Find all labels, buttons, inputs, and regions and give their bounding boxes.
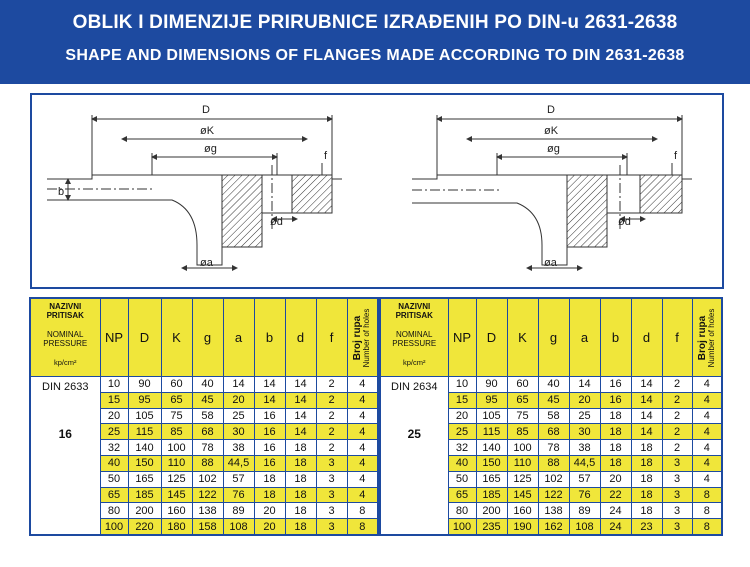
table-cell: 88	[192, 455, 223, 471]
label-a-right: øa	[544, 257, 557, 269]
table-cell: 50	[448, 471, 476, 487]
table-cell: 30	[223, 424, 254, 440]
table-cell: 14	[285, 408, 316, 424]
label-a: øa	[200, 257, 213, 269]
table-cell: 25	[569, 408, 600, 424]
table-cell: 10	[448, 377, 476, 393]
table-cell: 185	[128, 487, 161, 503]
table-cell: 108	[223, 519, 254, 535]
table-cell: 190	[507, 519, 538, 535]
table-cell: 4	[347, 440, 378, 456]
table-cell: 18	[285, 440, 316, 456]
table-cell: 25	[223, 408, 254, 424]
table-cell: 4	[347, 487, 378, 503]
table-cell: 14	[254, 377, 285, 393]
label-D-right: D	[547, 104, 555, 116]
table-cell: 158	[192, 519, 223, 535]
standard-label: DIN 2634	[391, 381, 438, 393]
table-cell: 2	[662, 408, 692, 424]
label-D: D	[202, 104, 210, 116]
table-cell: 3	[316, 487, 347, 503]
header-np: NP	[448, 298, 476, 377]
table-cell: 80	[448, 503, 476, 519]
table-cell: 60	[161, 377, 192, 393]
table-cell: 4	[347, 455, 378, 471]
table-cell: 14	[285, 392, 316, 408]
table-cell: 22	[600, 487, 631, 503]
table-cell: 38	[569, 440, 600, 456]
table-cell: 50	[100, 471, 128, 487]
table-cell: 115	[476, 424, 507, 440]
header-a: a	[569, 298, 600, 377]
table-cell: 65	[100, 487, 128, 503]
table-cell: 78	[192, 440, 223, 456]
table-cell: 108	[569, 519, 600, 535]
table-cell: 100	[448, 519, 476, 535]
table-cell: 2	[316, 392, 347, 408]
table-cell: 4	[347, 392, 378, 408]
table-cell: 18	[631, 440, 662, 456]
table-cell: 14	[631, 377, 662, 393]
table-cell: 10	[100, 377, 128, 393]
table-cell: 89	[569, 503, 600, 519]
table-cell: 68	[538, 424, 569, 440]
table-cell: 2	[662, 440, 692, 456]
table-cell: 3	[316, 519, 347, 535]
table-cell: 105	[128, 408, 161, 424]
label-f-right: f	[674, 150, 678, 162]
table-cell: 25	[100, 424, 128, 440]
table-cell: 60	[507, 377, 538, 393]
table-cell: 14	[569, 377, 600, 393]
header-holes: Broj rupa Number of holes	[692, 298, 722, 377]
table-body	[30, 377, 378, 535]
table-cell: 85	[161, 424, 192, 440]
table-cell: 80	[100, 503, 128, 519]
table-cell: 57	[223, 471, 254, 487]
table-cell: 3	[316, 471, 347, 487]
table-cell: 160	[161, 503, 192, 519]
dimension-table-din-2633	[29, 297, 379, 536]
header-D: D	[128, 298, 161, 377]
table-cell: 18	[631, 487, 662, 503]
table-cell: 110	[507, 455, 538, 471]
table-cell: 4	[692, 377, 722, 393]
table-cell: 2	[316, 440, 347, 456]
header-g: g	[192, 298, 223, 377]
table-cell: 32	[100, 440, 128, 456]
table-cell: 115	[128, 424, 161, 440]
table-cell: 100	[161, 440, 192, 456]
table-cell: 18	[631, 471, 662, 487]
table-cell: 110	[161, 455, 192, 471]
table-cell: 3	[316, 455, 347, 471]
table-cell: 25	[448, 424, 476, 440]
table-cell: 2	[662, 392, 692, 408]
title-english: SHAPE AND DIMENSIONS OF FLANGES MADE ACCORDING TO DIN 2631-2638	[65, 47, 685, 64]
table-cell: 20	[223, 392, 254, 408]
table-cell: 20	[100, 408, 128, 424]
table-cell: 40	[538, 377, 569, 393]
table-cell: 16	[600, 392, 631, 408]
table-cell: 18	[285, 519, 316, 535]
table-cell: 18	[254, 487, 285, 503]
table-cell: 15	[100, 392, 128, 408]
table-cell: 24	[600, 503, 631, 519]
table-body	[380, 377, 722, 535]
flange-drawing-left	[47, 115, 342, 268]
table-cell: 3	[316, 503, 347, 519]
header-pressure: NAZIVNI PRITISAK NOMINAL PRESSURE kp/cm²	[380, 298, 448, 377]
table-cell: 122	[538, 487, 569, 503]
table-cell: 138	[538, 503, 569, 519]
title-local: OBLIK I DIMENZIJE PRIRUBNICE IZRAĐENIH PO DIN-u 2631-2638	[72, 12, 678, 33]
table-cell: 185	[476, 487, 507, 503]
table-cell: 125	[507, 471, 538, 487]
table-cell: 20	[600, 471, 631, 487]
table-cell: 18	[631, 503, 662, 519]
table-cell: 45	[538, 392, 569, 408]
table-cell: 57	[569, 471, 600, 487]
standard-cell	[30, 377, 100, 535]
table-cell: 162	[538, 519, 569, 535]
table-cell: 15	[448, 392, 476, 408]
label-K: øK	[200, 125, 215, 137]
header-b: b	[600, 298, 631, 377]
table-cell: 102	[538, 471, 569, 487]
table-cell: 95	[476, 392, 507, 408]
header-f: f	[662, 298, 692, 377]
table-cell: 90	[476, 377, 507, 393]
table-cell: 75	[507, 408, 538, 424]
table-cell: 44,5	[223, 455, 254, 471]
table-cell: 18	[631, 455, 662, 471]
table-cell: 14	[254, 392, 285, 408]
header-np: NP	[100, 298, 128, 377]
table-cell: 2	[662, 424, 692, 440]
table-cell: 16	[254, 440, 285, 456]
table-cell: 3	[662, 455, 692, 471]
table-cell: 138	[192, 503, 223, 519]
header-b: b	[254, 298, 285, 377]
table-cell: 4	[692, 392, 722, 408]
table-cell: 100	[507, 440, 538, 456]
table-cell: 18	[600, 440, 631, 456]
table-cell: 58	[192, 408, 223, 424]
header-a: a	[223, 298, 254, 377]
table-cell: 8	[692, 519, 722, 535]
table-cell: 18	[285, 471, 316, 487]
table-cell: 200	[476, 503, 507, 519]
table-cell: 45	[192, 392, 223, 408]
table-cell: 8	[347, 519, 378, 535]
label-d: ød	[270, 216, 283, 228]
table-cell: 180	[161, 519, 192, 535]
table-cell: 145	[161, 487, 192, 503]
table-cell: 85	[507, 424, 538, 440]
table-cell: 150	[476, 455, 507, 471]
flange-drawing-right	[412, 115, 692, 268]
header-D: D	[476, 298, 507, 377]
table-cell: 20	[254, 519, 285, 535]
table-cell: 8	[347, 503, 378, 519]
table-cell: 4	[347, 471, 378, 487]
table-cell: 4	[692, 455, 722, 471]
table-cell: 150	[128, 455, 161, 471]
table-cell: 2	[662, 377, 692, 393]
table-cell: 44,5	[569, 455, 600, 471]
header-d: d	[631, 298, 662, 377]
table-cell: 65	[448, 487, 476, 503]
table-cell: 3	[662, 519, 692, 535]
header-f: f	[316, 298, 347, 377]
table-cell: 14	[631, 408, 662, 424]
table-cell: 14	[285, 424, 316, 440]
table-cell: 3	[662, 503, 692, 519]
table-cell: 140	[476, 440, 507, 456]
table-cell: 65	[161, 392, 192, 408]
flange-drawing-panel	[30, 93, 724, 289]
table-cell: 18	[600, 455, 631, 471]
table-cell: 88	[538, 455, 569, 471]
standard-label: DIN 2633	[42, 381, 89, 393]
table-cell: 40	[100, 455, 128, 471]
header-holes: Broj rupa Number of holes	[347, 298, 378, 377]
label-K-right: øK	[544, 125, 559, 137]
label-d-right: ød	[618, 216, 631, 228]
table-cell: 16	[254, 408, 285, 424]
table-row	[380, 377, 722, 393]
header-d: d	[285, 298, 316, 377]
table-cell: 14	[631, 392, 662, 408]
table-cell: 40	[192, 377, 223, 393]
table-cell: 18	[285, 487, 316, 503]
label-g-right: øg	[547, 143, 560, 155]
table-cell: 122	[192, 487, 223, 503]
table-cell: 4	[692, 440, 722, 456]
table-cell: 3	[662, 487, 692, 503]
table-cell: 2	[316, 408, 347, 424]
table-cell: 2	[316, 424, 347, 440]
table-cell: 76	[223, 487, 254, 503]
label-g: øg	[204, 143, 217, 155]
table-cell: 90	[128, 377, 161, 393]
table-cell: 18	[285, 503, 316, 519]
table-row	[30, 377, 378, 393]
table-cell: 4	[692, 424, 722, 440]
table-cell: 16	[600, 377, 631, 393]
table-cell: 14	[223, 377, 254, 393]
standard-cell	[380, 377, 448, 535]
table-cell: 58	[538, 408, 569, 424]
table-cell: 100	[100, 519, 128, 535]
table-cell: 16	[254, 455, 285, 471]
table-cell: 140	[128, 440, 161, 456]
table-cell: 24	[600, 519, 631, 535]
label-b: b	[58, 186, 65, 198]
table-cell: 8	[692, 503, 722, 519]
table-cell: 75	[161, 408, 192, 424]
table-cell: 18	[254, 471, 285, 487]
table-cell: 20	[569, 392, 600, 408]
table-cell: 8	[692, 487, 722, 503]
header-K: K	[161, 298, 192, 377]
table-cell: 18	[285, 455, 316, 471]
table-cell: 16	[254, 424, 285, 440]
table-cell: 220	[128, 519, 161, 535]
header-K: K	[507, 298, 538, 377]
table-cell: 14	[285, 377, 316, 393]
table-cell: 32	[448, 440, 476, 456]
header-g: g	[538, 298, 569, 377]
table-cell: 20	[448, 408, 476, 424]
table-cell: 165	[128, 471, 161, 487]
table-cell: 18	[600, 424, 631, 440]
table-cell: 23	[631, 519, 662, 535]
table-cell: 4	[347, 408, 378, 424]
table-cell: 65	[507, 392, 538, 408]
dimension-table-din-2634	[379, 297, 723, 536]
table-cell: 14	[631, 424, 662, 440]
table-cell: 4	[692, 408, 722, 424]
table-cell: 105	[476, 408, 507, 424]
drawing-left-labels	[58, 104, 328, 269]
table-cell: 125	[161, 471, 192, 487]
table-cell: 38	[223, 440, 254, 456]
table-cell: 78	[538, 440, 569, 456]
table-cell: 2	[316, 377, 347, 393]
page-header	[0, 0, 750, 84]
table-cell: 102	[192, 471, 223, 487]
table-cell: 4	[347, 424, 378, 440]
table-cell: 4	[692, 471, 722, 487]
table-cell: 235	[476, 519, 507, 535]
table-cell: 18	[600, 408, 631, 424]
table-cell: 76	[569, 487, 600, 503]
table-cell: 40	[448, 455, 476, 471]
table-cell: 20	[254, 503, 285, 519]
table-cell: 68	[192, 424, 223, 440]
table-cell: 3	[662, 471, 692, 487]
table-cell: 30	[569, 424, 600, 440]
table-cell: 145	[507, 487, 538, 503]
table-cell: 160	[507, 503, 538, 519]
table-cell: 95	[128, 392, 161, 408]
pressure-value: 16	[58, 427, 72, 441]
table-cell: 200	[128, 503, 161, 519]
table-cell: 89	[223, 503, 254, 519]
table-cell: 4	[347, 377, 378, 393]
pressure-value: 25	[407, 427, 421, 441]
flange-drawings	[32, 95, 722, 287]
header-pressure: NAZIVNI PRITISAK NOMINAL PRESSURE kp/cm²	[30, 298, 100, 377]
table-cell: 165	[476, 471, 507, 487]
label-f: f	[324, 150, 328, 162]
